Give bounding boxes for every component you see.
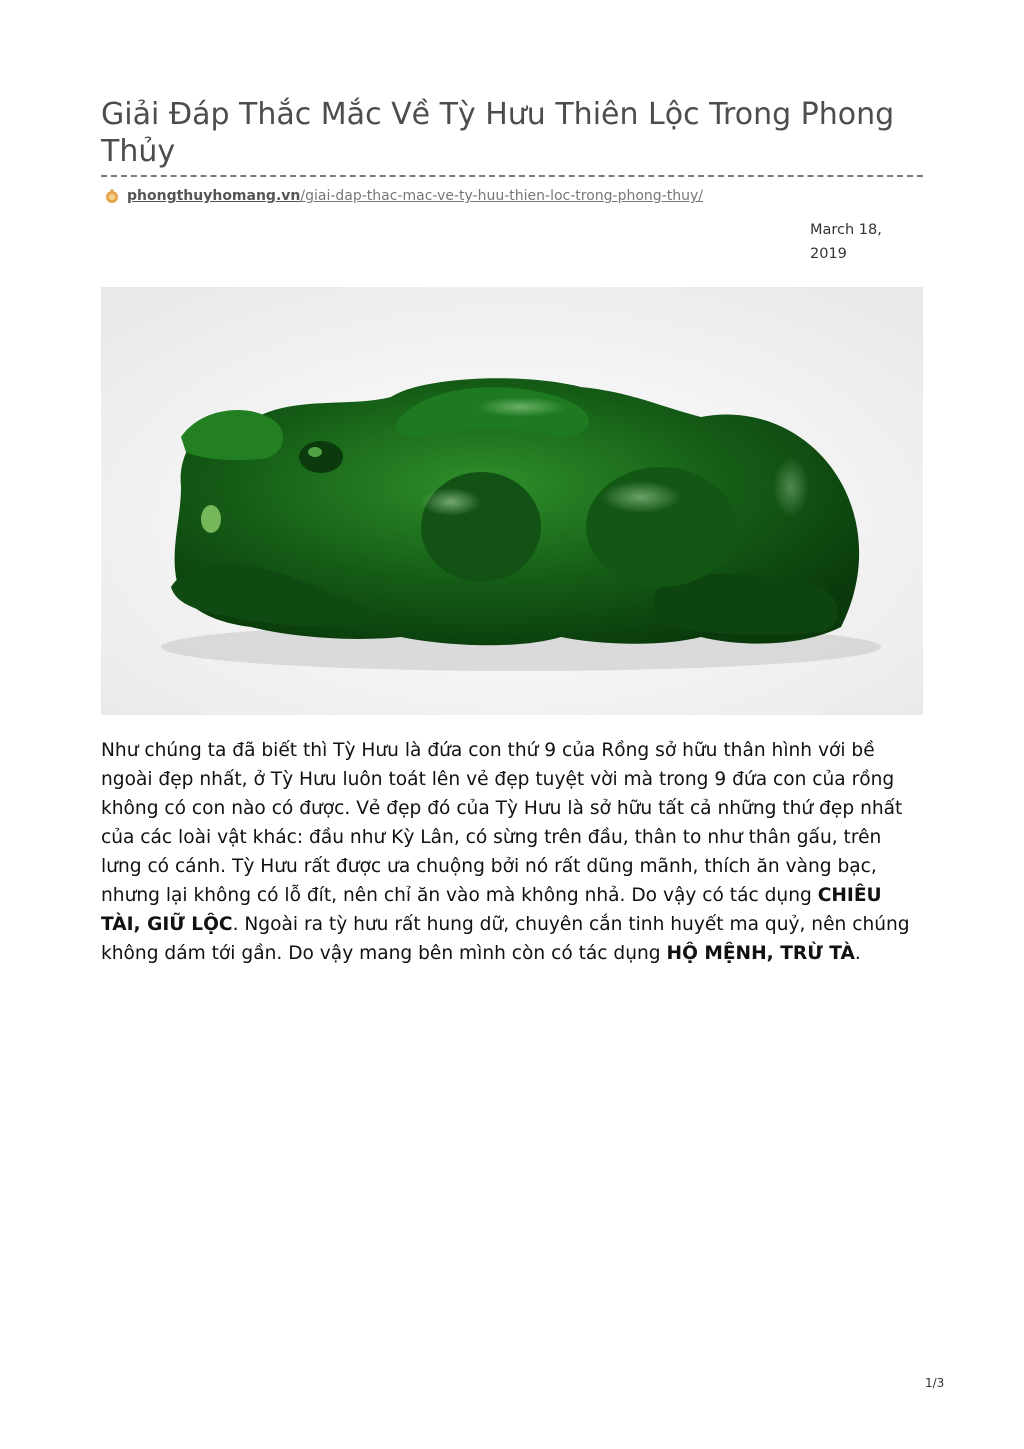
article-body [101,736,927,968]
page-number: 1/3 [925,1376,945,1390]
title-divider [101,175,923,177]
emphasis-wealth: CHIÊU TÀI, GIỮ LỘC [101,885,882,935]
publish-date: March 18, 2019 [810,222,882,262]
page-title: Giải Đáp Thắc Mắc Về Tỳ Hưu Thiên Lộc Trong Phong Thủy [101,97,895,169]
source-link[interactable] [104,186,703,206]
article-text-part-2: . Ngoài ra tỳ hưu rất hung dữ, chuyên cắn tinh huyết ma quỷ, nên chúng không dám tới gần. Do vậy mang bên mình còn có tác dụng [101,914,910,964]
source-path[interactable]: /giai-dap-thac-mac-ve-ty-huu-thien-loc-trong-phong-thuy/ [300,188,703,204]
emphasis-protection: HỘ MỆNH, TRỪ TÀ [666,943,855,964]
article-text-part-3: . [854,943,861,964]
source-domain[interactable]: phongthuyhomang.vn [127,188,301,204]
article-text-part-1: Như chúng ta đã biết thì Tỳ Hưu là đứa con thứ 9 của Rồng sở hữu thân hình với bề ngoài đẹp nhất, ở Tỳ Hưu luôn toát lên vẻ đẹp tuyệt vời mà trong 9 đứa con của rồng không có con nào có được. Vẻ đẹp đó của Tỳ Hưu là sở hữu tất cả những thứ đẹp nhất của các loài vật khác: đầu như Kỳ Lân, có sừng trên đầu, thân to như thân gấu, trên lưng có cánh. Tỳ Hưu rất được ưa chuộng bởi nó rất dũng mãnh, thích ăn vàng bạc, nhưng lại không có lỗ đít, nên chỉ ăn vào mà không nhả. Do vậy có tác dụng [101,740,903,906]
site-favicon-icon [104,188,120,204]
jade-pixiu-figurine-image [101,287,923,715]
